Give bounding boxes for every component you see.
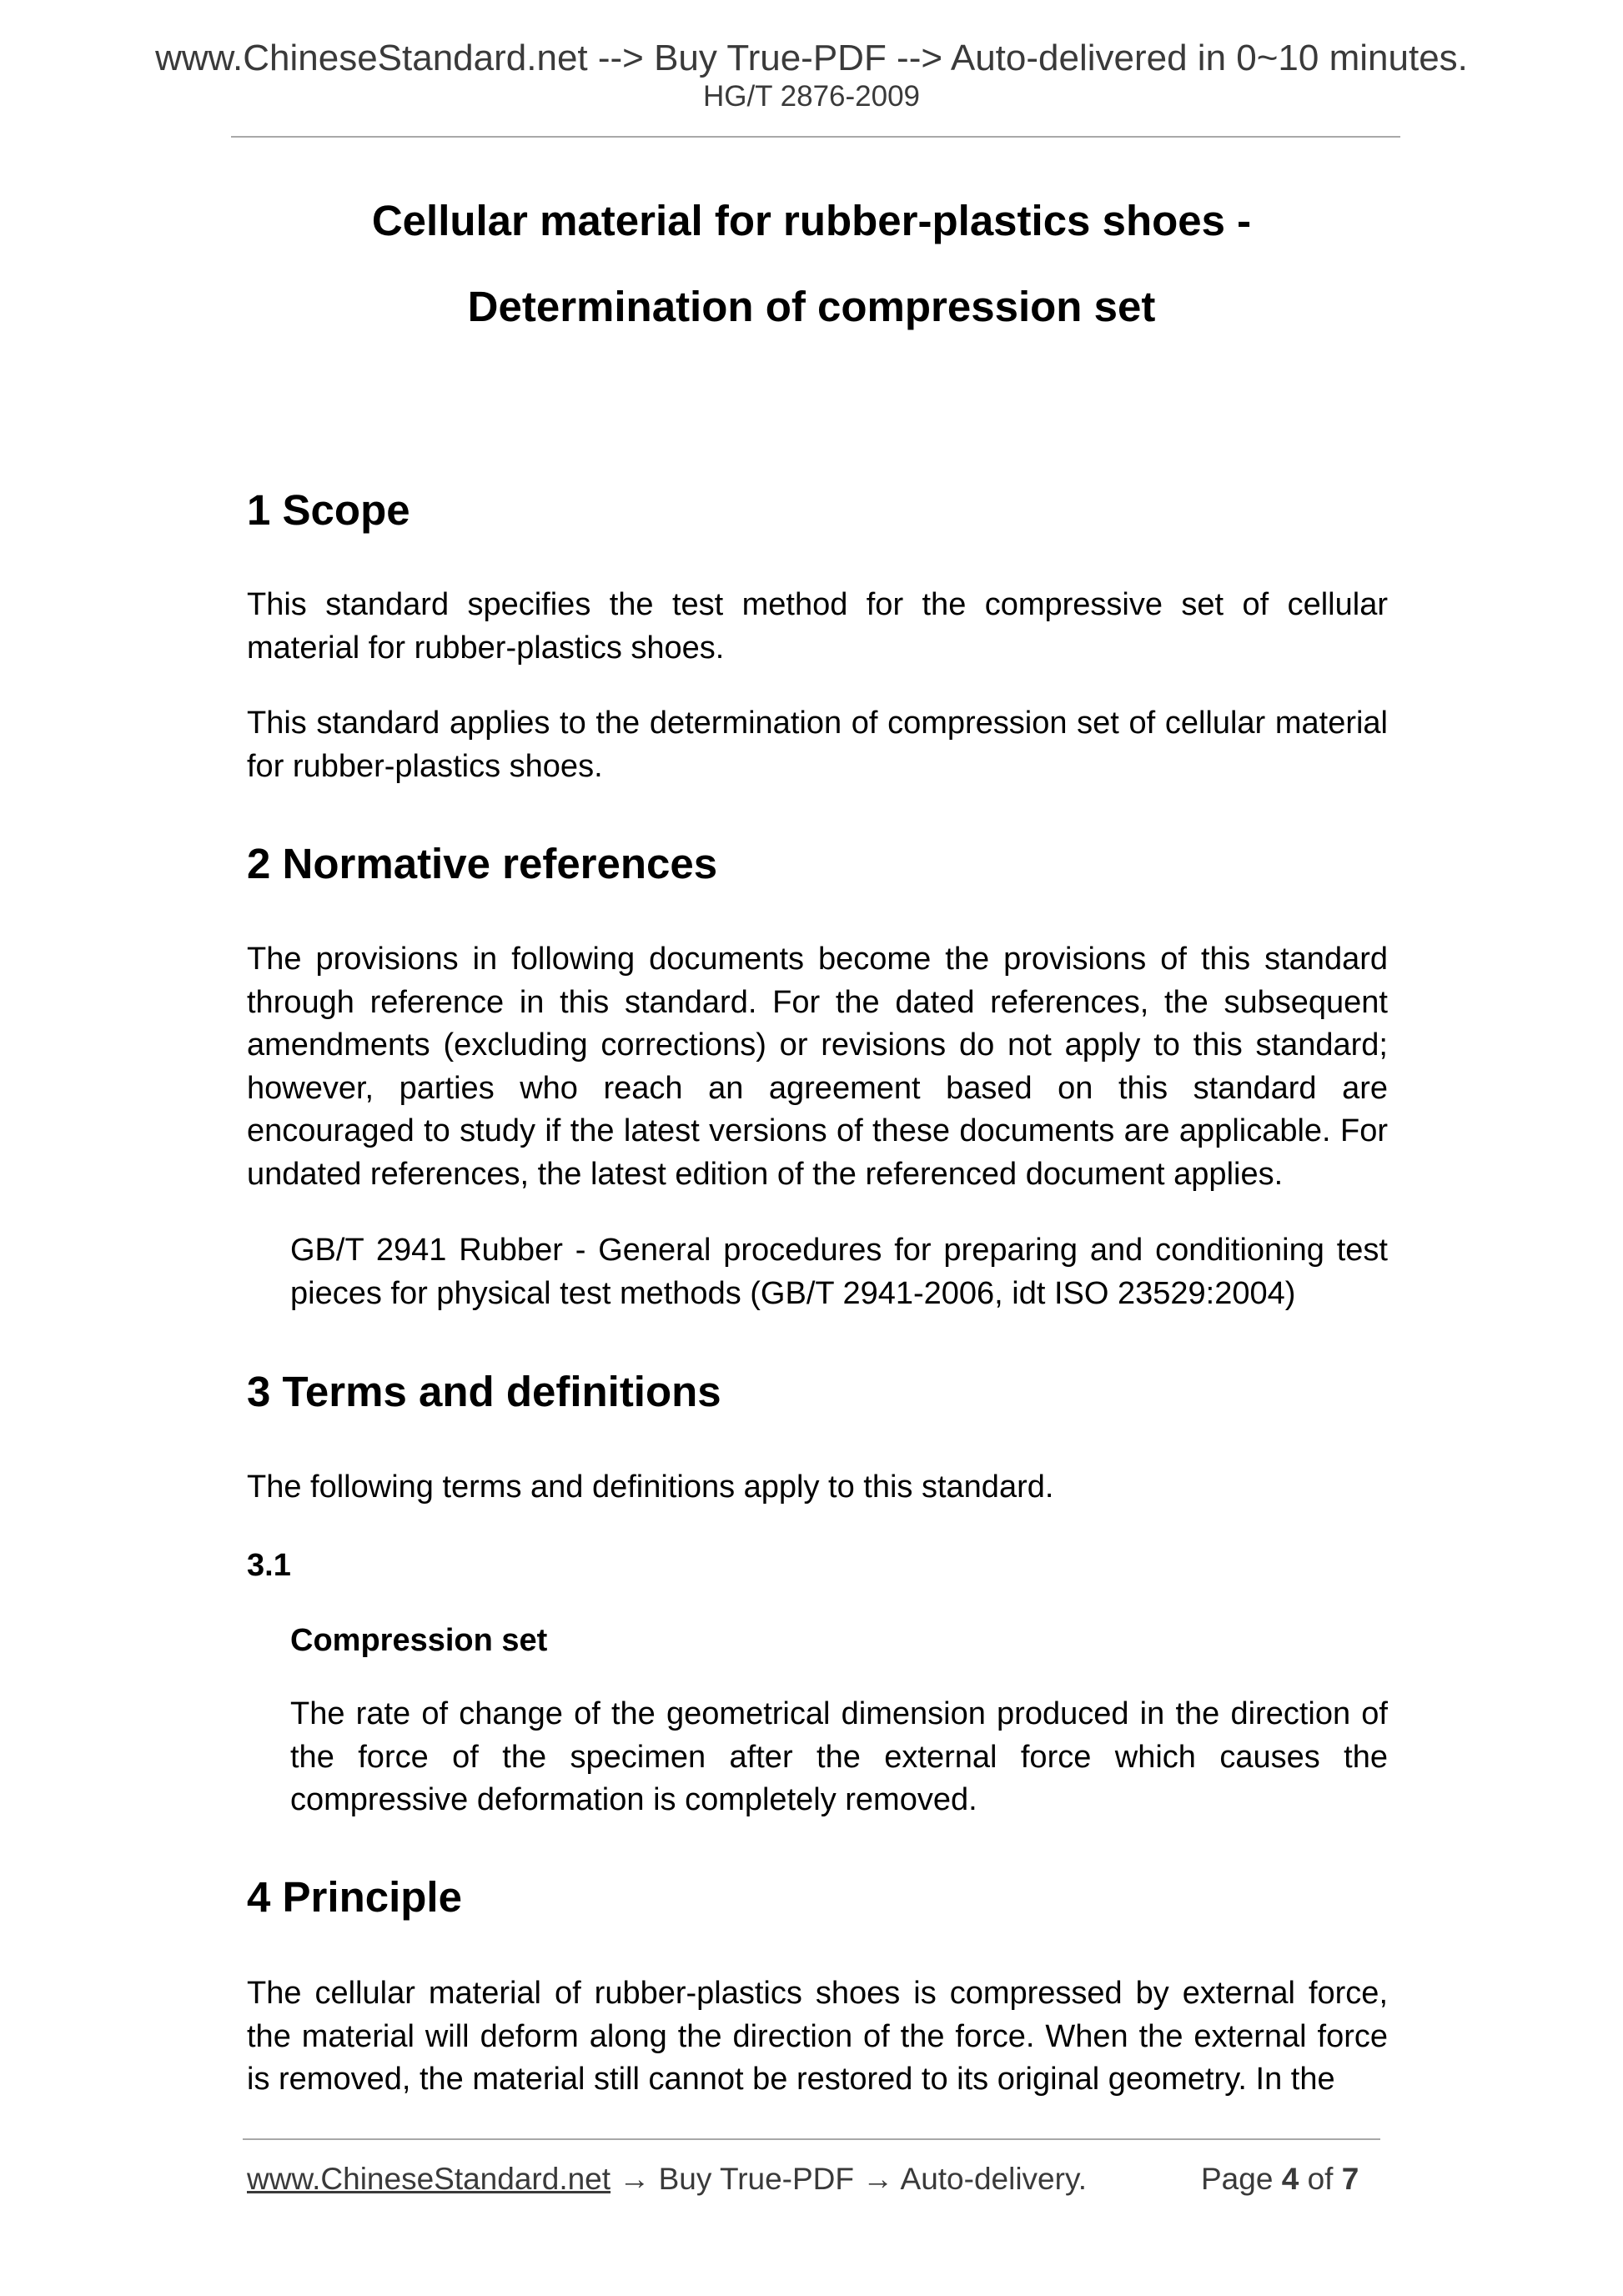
document-title-line-1: Cellular material for rubber-plastics shoes - [371,197,1252,244]
scope-paragraph-2: This standard applies to the determination of compression set of cellular material for rubber-plastics shoes. [247,706,1388,784]
document-code: HG/T 2876-2009 [702,80,921,113]
footer-tagline: → Buy True-PDF → Auto-delivery. [611,2162,1087,2196]
footer-divider [243,2138,1380,2140]
section-heading-terms: 3 Terms and definitions [247,1368,721,1415]
section-heading-normative-references: 2 Normative references [247,840,718,887]
scope-paragraph-1: This standard specifies the test method for the compressive set of cellular material for rubber-plastics shoes. [247,587,1388,666]
total-pages: 7 [1341,2162,1359,2196]
term-definition: The rate of change of the geometrical dimension produced in the direction of the force of the specimen after the external force which causes the compressive deformation is completely removed. [290,1696,1388,1817]
section-heading-principle: 4 Principle [247,1873,462,1921]
normative-reference-item: GB/T 2941 Rubber - General procedures for preparing and conditioning test pieces for physical test methods (GB/T 2941-2006, idt ISO 23529:2004) [290,1233,1388,1311]
normative-paragraph: The provisions in following documents become the provisions of this standard through reference in this standard. For the dated references, the subsequent amendments (excluding corrections) or revisions do not apply to this standard; however, parties who reach an agreement based on this standard are encouraged to study if the latest versions of these documents are applicable. For undated references, the latest edition of the referenced document applies. [247,942,1388,1192]
footer-links [247,2163,1087,2194]
page-label: Page [1201,2162,1274,2196]
clause-number: 3.1 [247,1548,291,1583]
section-heading-scope: 1 Scope [247,486,410,534]
terms-intro-paragraph: The following terms and definitions apply to this standard. [247,1470,1054,1505]
term-name: Compression set [290,1623,548,1658]
current-page: 4 [1281,2162,1299,2196]
header-banner: www.ChineseStandard.net --> Buy True-PDF --> Auto-delivered in 0~10 minutes. [155,38,1468,78]
document-title-line-2: Determination of compression set [467,283,1156,330]
of-label: of [1307,2162,1334,2196]
header-divider [231,136,1400,138]
footer-site-link[interactable]: www.ChineseStandard.net [247,2162,611,2196]
principle-paragraph: The cellular material of rubber-plastics shoes is compressed by external force, the material will deform along the direction of the force. When the external force is removed, the material still cannot be restored to its original geometry. In the [247,1976,1388,2097]
page-number [1201,2163,1359,2194]
